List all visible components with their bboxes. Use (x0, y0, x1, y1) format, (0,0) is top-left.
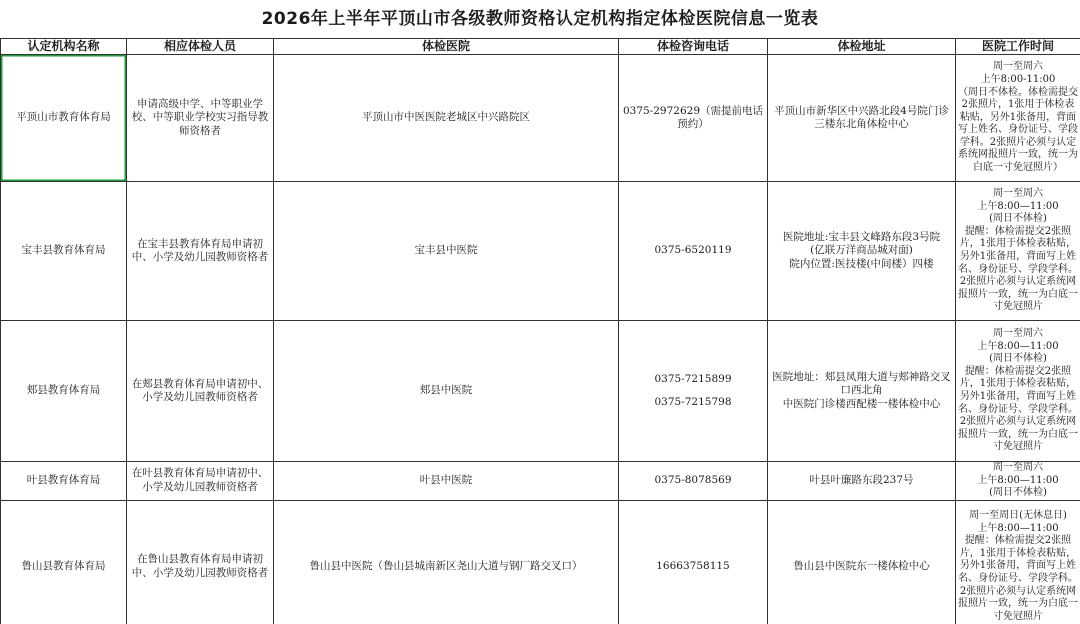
hours-time: 上午8:00—11:00 (977, 200, 1059, 212)
hospital-cell[interactable]: 平顶山市中医医院老城区中兴路院区 (274, 55, 619, 182)
header-hours[interactable]: 医院工作时间 (956, 39, 1080, 55)
applicants-cell[interactable]: 在叶县教育体育局申请初中、小学及幼儿园教师资格者 (127, 462, 274, 501)
agency-cell[interactable]: 鲁山县教育体育局 (1, 500, 127, 624)
hours-note: 提醒：体检需提交2张照片，1张用于体检表粘贴，另外1张备用，背面写上姓名、身份证号、学段学科。2张照片必须与认定系统网报照片一致，统一为白底一寸免冠照片 (958, 535, 1078, 622)
table-title: 2026年上半年平顶山市各级教师资格认定机构指定体检医院信息一览表 (261, 9, 819, 29)
phone-text: 0375-7215899 (654, 372, 732, 385)
phone-cell[interactable] (619, 321, 768, 462)
header-agency[interactable]: 认定机构名称 (1, 39, 127, 55)
hospital-cell[interactable]: 宝丰县中医院 (274, 182, 619, 321)
phone-text: 0375-7215798 (654, 396, 732, 408)
agency-cell[interactable]: 平顶山市教育体育局 (1, 55, 127, 182)
hours-days: 周一至周六 (993, 188, 1043, 200)
address-text: 叶县叶廉路东段237号 (809, 474, 914, 487)
agency-cell[interactable]: 郏县教育体育局 (1, 321, 127, 462)
table-row (1, 321, 1080, 462)
hours-time: 上午8:00—11:00 (977, 522, 1059, 534)
hours-time: 上午8:00—11:00 (977, 474, 1059, 486)
address-text: 医院地址：郏县凤翔大道与郏神路交叉口西北角 (772, 370, 951, 397)
address-text: 医院地址:宝丰县文峰路东段3号院 (782, 230, 941, 243)
phone-cell[interactable] (619, 462, 768, 501)
table-row (1, 462, 1080, 501)
applicants-cell[interactable]: 申请高级中学、中等职业学校、中等职业学校实习指导教师资格者 (127, 55, 274, 182)
address-text: 院内位置:医技楼(中间楼）四楼 (789, 257, 934, 270)
hospital-cell[interactable]: 叶县中医院 (274, 462, 619, 501)
hours-closed: (周日不体检) (989, 487, 1047, 499)
address-cell[interactable] (768, 500, 956, 624)
hours-cell[interactable] (956, 500, 1080, 624)
header-row (1, 39, 1080, 55)
hours-closed: (周日不体检) (989, 353, 1047, 365)
line-gap (622, 386, 764, 396)
hours-time: 上午8:00-11:00 (980, 73, 1056, 85)
phone-cell[interactable] (619, 55, 768, 182)
hours-days: 周一至周日(无休息日) (969, 510, 1067, 522)
hours-note: 提醒：体检需提交2张照片，1张用于体检表粘贴，另外1张备用，背面写上姓名、身份证号、学段学科。2张照片必须与认定系统网报照片一致，统一为白底一寸免冠照片 (958, 365, 1078, 453)
phone-text: 0375-6520119 (654, 244, 732, 257)
hours-time: 上午8:00—11:00 (977, 340, 1059, 352)
address-cell[interactable] (768, 321, 956, 462)
table-row (1, 182, 1080, 321)
header-address[interactable]: 体检地址 (768, 39, 956, 55)
address-cell[interactable] (768, 182, 956, 321)
applicants-cell[interactable]: 在鲁山县教育体育局申请初中、小学及幼儿园教师资格者 (127, 500, 274, 624)
address-cell[interactable] (768, 55, 956, 182)
phone-cell[interactable] (619, 182, 768, 321)
table-row (1, 500, 1080, 624)
applicants-cell[interactable]: 在郏县教育体育局申请初中、小学及幼儿园教师资格者 (127, 321, 274, 462)
header-hospital[interactable]: 体检医院 (274, 39, 619, 55)
hospital-cell[interactable]: 鲁山县中医院（鲁山县城南新区尧山大道与钢厂路交叉口） (274, 500, 619, 624)
phone-cell[interactable] (619, 500, 768, 624)
agency-cell[interactable]: 叶县教育体育局 (1, 462, 127, 501)
hours-cell[interactable] (956, 55, 1080, 182)
hours-cell[interactable] (956, 182, 1080, 321)
address-text: 中医院门诊楼西配楼一楼体检中心 (782, 397, 941, 410)
header-phone[interactable]: 体检咨询电话 (619, 39, 768, 55)
hours-days: 周一至周六 (993, 462, 1043, 473)
hours-cell[interactable] (956, 462, 1080, 501)
table-row (1, 55, 1080, 182)
agency-cell[interactable]: 宝丰县教育体育局 (1, 182, 127, 321)
phone-text: 0375-2972629（需提前电话预约） (622, 104, 764, 130)
hours-note: 提醒：体检需提交2张照片，1张用于体检表粘贴，另外1张备用，背面写上姓名、身份证号、学段学科。2张照片必须与认定系统网报照片一致，统一为白底一寸免冠照片 (958, 225, 1078, 313)
address-cell[interactable] (768, 462, 956, 501)
phone-text: 16663758115 (656, 560, 730, 573)
hours-closed: (周日不体检) (989, 213, 1047, 225)
hours-cell[interactable] (956, 321, 1080, 462)
address-text: (亿联万洋商品城对面) (810, 244, 913, 257)
address-text: 鲁山县中医院东一楼体检中心 (793, 560, 930, 573)
hours-note: （周日不体检。体检需提交2张照片，1张用于体检表粘贴，另外1张备用，背面写上姓名、身份证号、学段学科。2张照片必须与认定系统网报照片一致，统一为白底一寸免冠照片） (958, 86, 1078, 174)
hospital-info-table (0, 38, 1080, 624)
header-applicants[interactable]: 相应体检人员 (127, 39, 274, 55)
hospital-cell[interactable]: 郏县中医院 (274, 321, 619, 462)
hours-days: 周一至周六 (993, 328, 1043, 340)
applicants-cell[interactable]: 在宝丰县教育体育局申请初中、小学及幼儿园教师资格者 (127, 182, 274, 321)
hours-days: 周一至周六 (993, 61, 1043, 73)
address-text: 平顶山市新华区中兴路北段4号院门诊三楼东北角体检中心 (774, 104, 949, 130)
phone-text: 0375-8078569 (654, 474, 732, 487)
